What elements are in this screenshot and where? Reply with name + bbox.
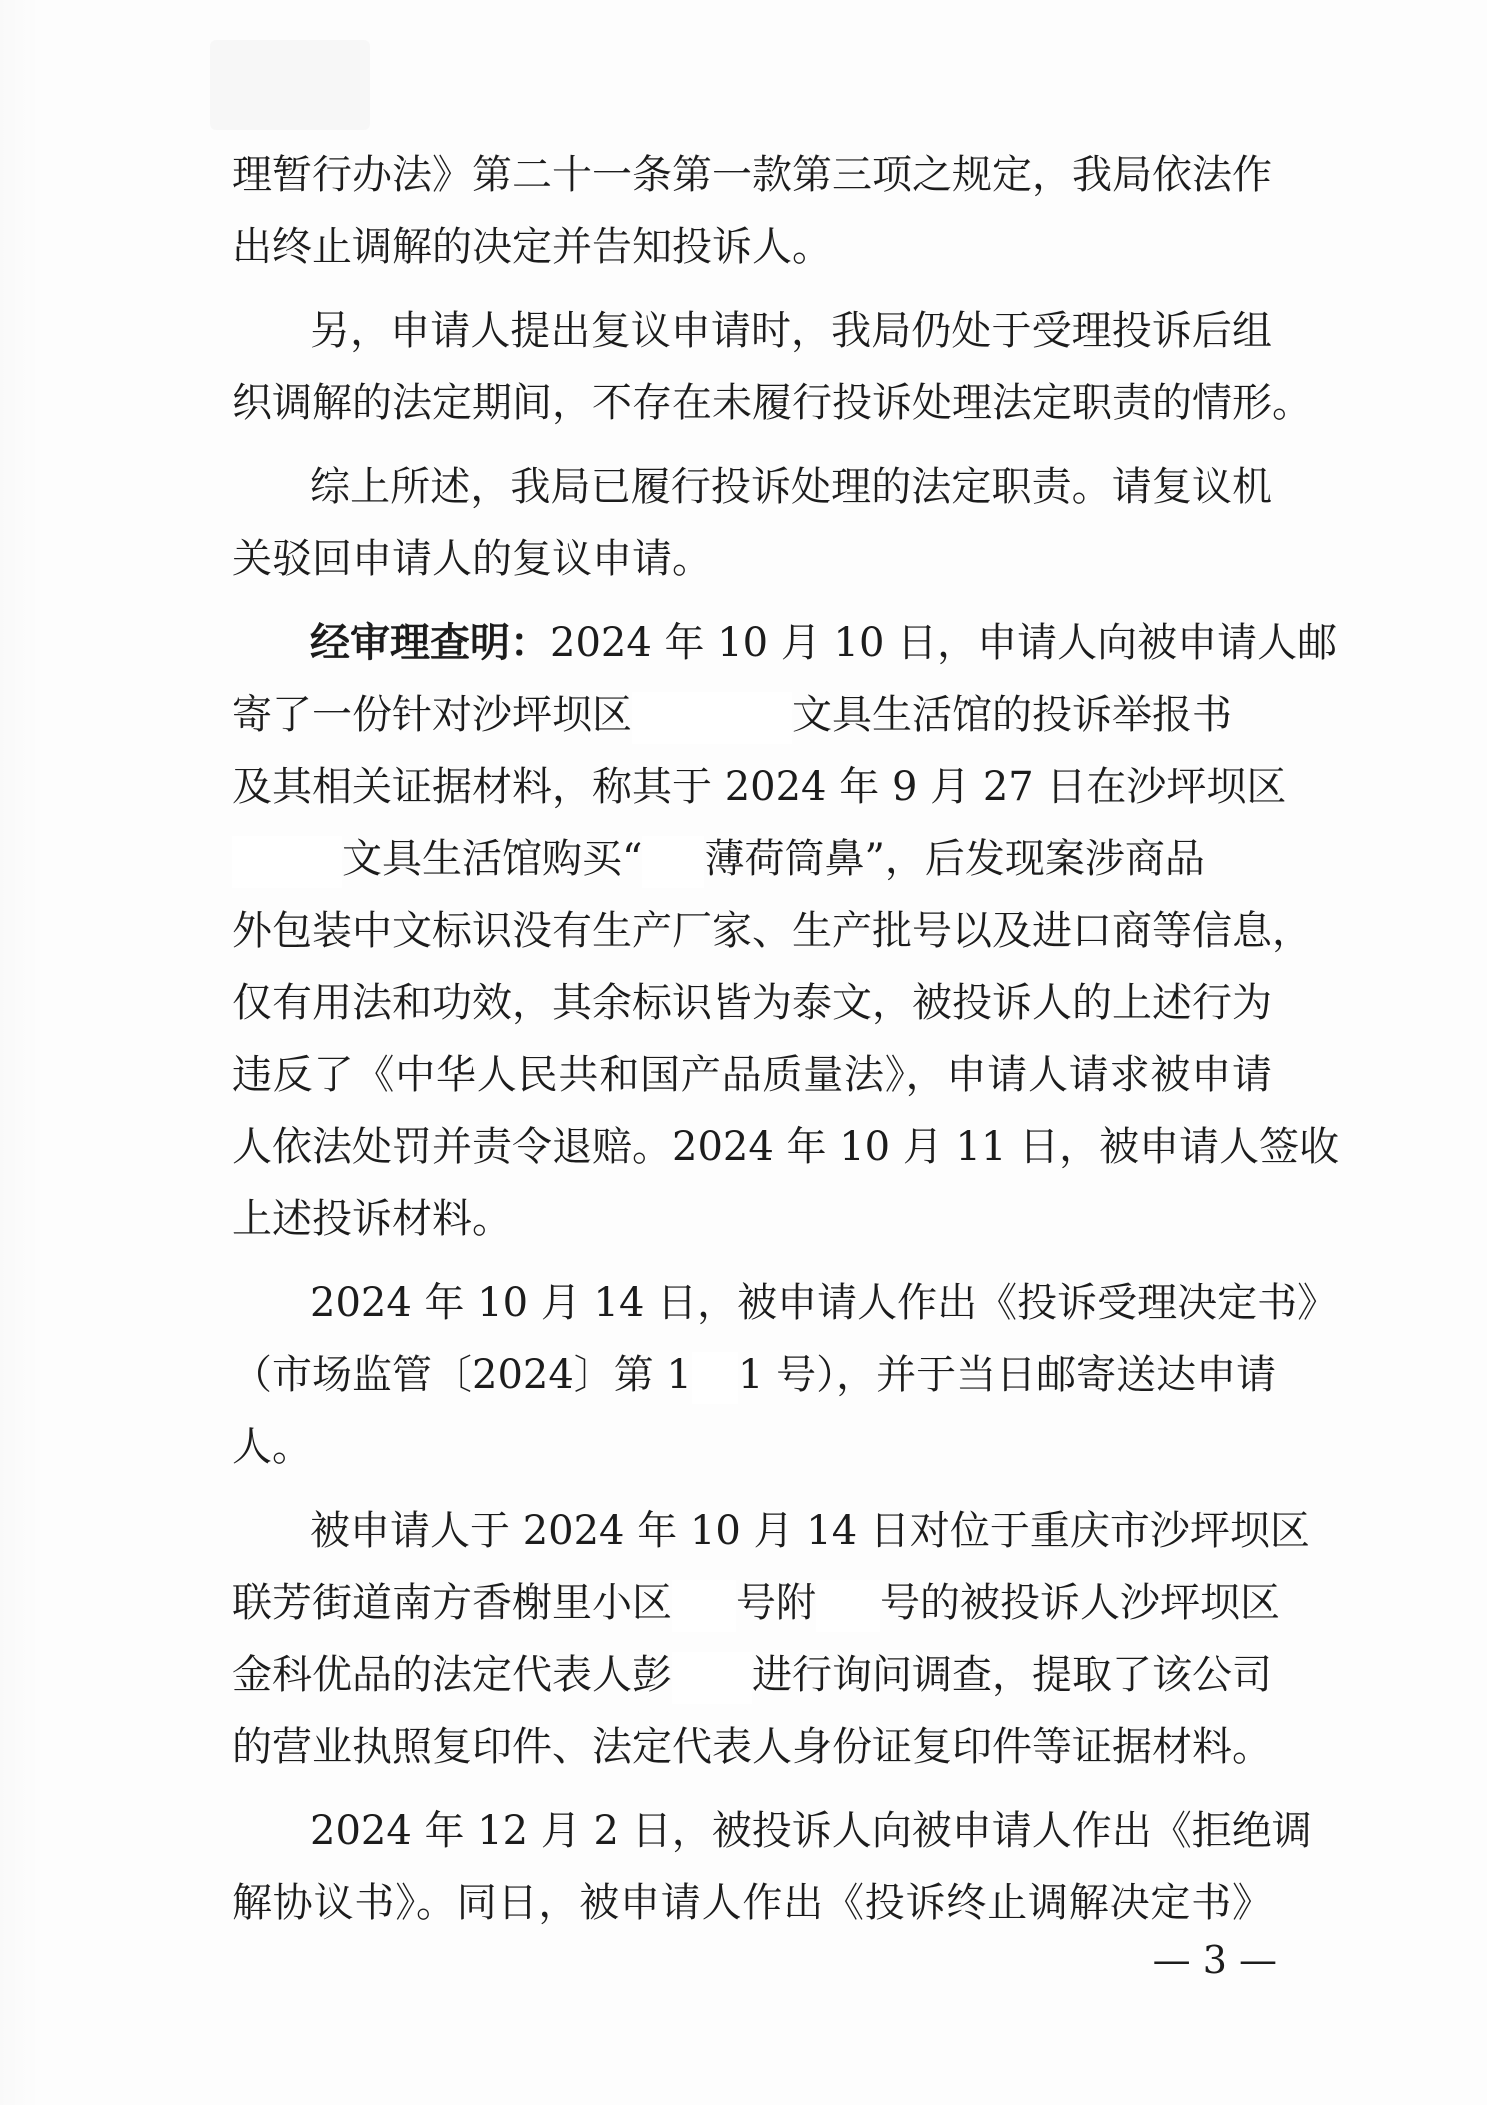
line-text: 的营业执照复印件、法定代表人身份证复印件等证据材料。: [232, 1724, 1272, 1770]
text-line: [310, 452, 1272, 522]
line-text: 仅有用法和功效，其余标识皆为泰文，被投诉人的上述行为: [232, 980, 1272, 1026]
text-line: [232, 1184, 1272, 1254]
text-line: [310, 608, 1338, 678]
line-text: 人依法处罚并责令退赔。2024 年 10 月 11 日，被申请人签收: [232, 1124, 1340, 1170]
line-text: 金科优品的法定代表人彭: [232, 1652, 672, 1698]
redaction-box: [816, 1580, 880, 1632]
line-text: 2024 年 12 月 2 日，被投诉人向被申请人作出《拒绝调: [310, 1808, 1312, 1854]
redaction-box: [232, 836, 342, 888]
text-line: [232, 896, 1312, 966]
line-text: 联芳街道南方香榭里小区: [232, 1580, 672, 1626]
text-line: [232, 1040, 1272, 1110]
line-text: （市场监管〔2024〕第 1: [232, 1352, 692, 1398]
line-text: 进行询问调查，提取了该公司: [752, 1652, 1272, 1698]
redaction-box: [672, 1652, 752, 1704]
line-text: 1 号），并于当日邮寄送达申请: [737, 1352, 1277, 1398]
text-line: [232, 524, 1272, 594]
line-text: 号附: [736, 1580, 816, 1626]
line-text: 文具生活馆的投诉举报书: [792, 692, 1232, 738]
text-line: [310, 1496, 1310, 1566]
text-line: [232, 1112, 1340, 1182]
line-text: 文具生活馆购买“: [342, 836, 643, 882]
text-line: [232, 1568, 1280, 1638]
text-line: [310, 1796, 1312, 1866]
line-text: 及其相关证据材料，称其于 2024 年 9 月 27 日在沙坪坝区: [232, 764, 1287, 810]
line-text: 织调解的法定期间，不存在未履行投诉处理法定职责的情形。: [232, 380, 1312, 426]
line-text: 另，申请人提出复议申请时，我局仍处于受理投诉后组: [310, 308, 1272, 354]
line-text: 被申请人于 2024 年 10 月 14 日对位于重庆市沙坪坝区: [310, 1508, 1310, 1554]
redaction-box: [672, 1580, 736, 1632]
line-text: 2024 年 10 月 10 日，申请人向被申请人邮: [550, 620, 1338, 666]
text-line: [310, 1268, 1338, 1338]
redaction-box: [632, 692, 792, 744]
page-number: — 3 —: [1152, 1938, 1277, 1982]
line-text: 人。: [232, 1424, 312, 1470]
text-line: [232, 212, 1272, 282]
text-line: [232, 752, 1287, 822]
scan-artifact: [210, 40, 370, 130]
text-line: [232, 1868, 1272, 1938]
line-text: 理暂行办法》第二十一条第一款第三项之规定，我局依法作: [232, 152, 1272, 198]
line-text: 违反了《中华人民共和国产品质量法》，申请人请求被申请: [232, 1052, 1272, 1098]
line-text: 出终止调解的决定并告知投诉人。: [232, 224, 832, 270]
line-text: 综上所述，我局已履行投诉处理的法定职责。请复议机: [310, 464, 1272, 510]
text-line: [232, 968, 1272, 1038]
line-text: 2024 年 10 月 14 日，被申请人作出《投诉受理决定书》: [310, 1280, 1338, 1326]
line-text: 寄了一份针对沙坪坝区: [232, 692, 632, 738]
line-text: 号的被投诉人沙坪坝区: [880, 1580, 1280, 1626]
text-line: [232, 680, 1272, 750]
line-text: 上述投诉材料。: [232, 1196, 512, 1242]
line-text: 关驳回申请人的复议申请。: [232, 536, 712, 582]
text-line: [232, 1412, 1272, 1482]
text-line: [232, 1640, 1272, 1710]
text-line: [232, 1340, 1277, 1410]
finding-label: 经审理查明：: [310, 620, 550, 666]
redaction-box: [642, 836, 704, 888]
text-line: [232, 824, 1272, 894]
line-text: 外包装中文标识没有生产厂家、生产批号以及进口商等信息，: [232, 908, 1312, 954]
text-line: [310, 296, 1272, 366]
line-text: 薄荷筒鼻”，后发现案涉商品: [704, 836, 1205, 882]
text-line: [232, 140, 1272, 210]
text-line: [232, 368, 1312, 438]
line-text: 解协议书》。同日，被申请人作出《投诉终止调解决定书》: [232, 1880, 1272, 1926]
redaction-box: [692, 1352, 738, 1404]
text-line: [232, 1712, 1272, 1782]
